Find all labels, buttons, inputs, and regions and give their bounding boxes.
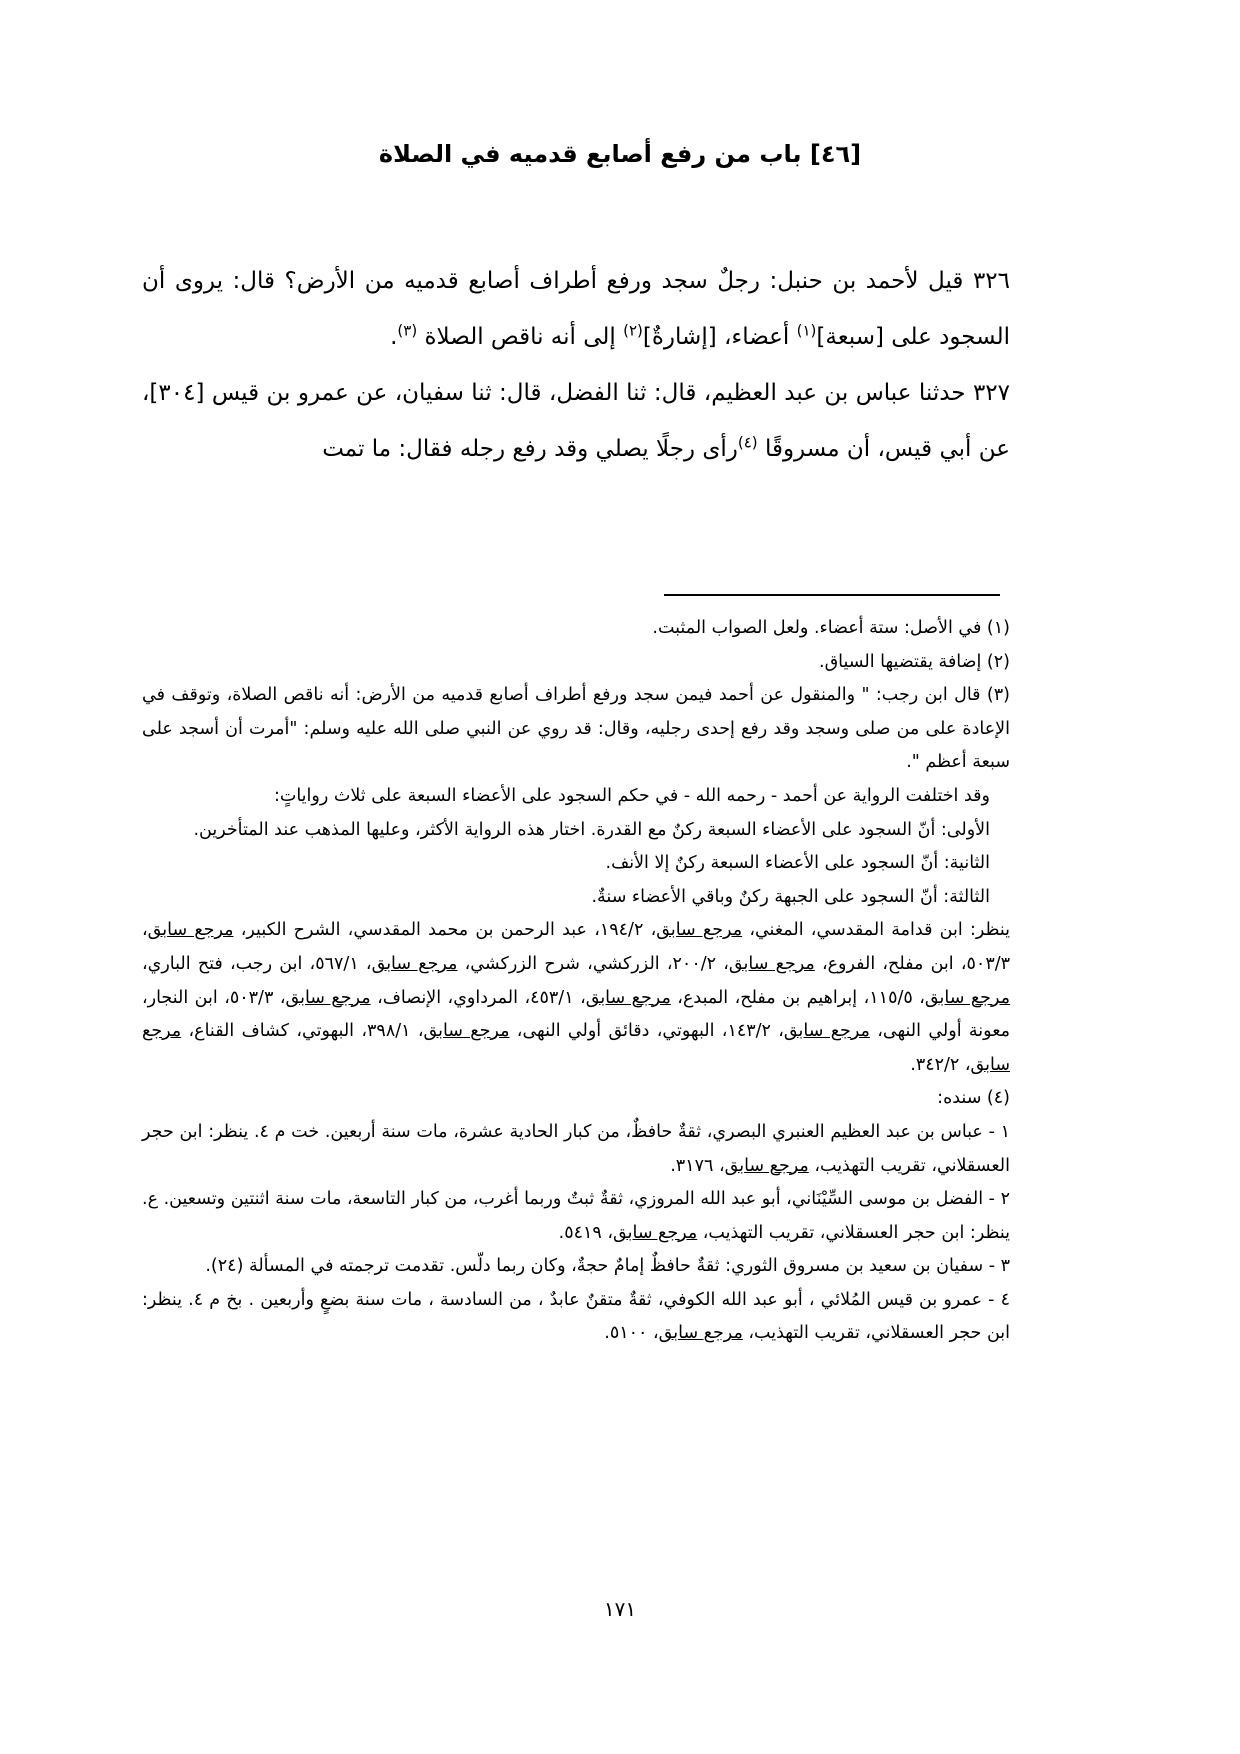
text-segment: إلى أنه ناقص الصلاة	[417, 324, 624, 350]
footnote-1: (١) في الأصل: ستة أعضاء. ولعل الصواب المثبت.	[652, 618, 1010, 638]
paragraph-326	[142, 253, 1010, 365]
ref-text: ، ٥٦٧/١، ابن رجب، فتح الباري،	[142, 953, 372, 974]
ref-link[interactable]: مرجع سابق	[656, 920, 743, 941]
ref-text: ، ٥٠٣/٣، ابن مفلح، الفروع،	[142, 920, 1011, 974]
ref-link[interactable]: مرجع سابق	[783, 1021, 870, 1042]
text-segment: ٣٢٦ قيل لأحمد بن حنبل: رجلٌ سجد ورفع أطراف أصابع قدميه من الأرض؟ قال: يروى أن السجود على [سبعة]	[142, 268, 1010, 350]
ref-text: ، ١٤٣/٢، البهوتي، دقائق أولي النهى،	[509, 1021, 784, 1042]
ref-text: ٤ - عمرو بن قيس المُلائي ، أبو عبد الله الكوفي، ثقةٌ متقنٌ عابدٌ ، من السادسة ، مات سنة بضعٍ وأربعين . بخ م ٤. ينظر: ابن حجر العسقلاني، تقريب التهذيب،	[142, 1289, 1010, 1344]
text-segment: أعضاء، [إشارةٌ]	[642, 324, 797, 350]
ref-link[interactable]: مرجع سابق	[285, 987, 371, 1008]
footnote-ref-4: (٤)	[737, 433, 758, 452]
footnote-4-item-4	[142, 1284, 1010, 1351]
ref-text: ، ٣٤٢/٢.	[910, 1054, 971, 1075]
footnotes	[142, 612, 1010, 1351]
page-number: ١٧١	[603, 1597, 637, 1621]
footnote-3-first: الأولى: أنّ السجود على الأعضاء السبعة ركنٌ مع القدرة. اختار هذه الرواية الأكثر، وعليها المذهب عند المتأخرين.	[193, 819, 990, 840]
ref-text: ، ٤٥٣/١، المرداوي، الإنصاف،	[370, 987, 586, 1008]
ref-text: ١ - عباس بن عبد العظيم العنبري البصري، ثقةٌ حافظٌ، من كبار الحادية عشرة، مات سنة أربعين. خت م ٤. ينظر: ابن حجر العسقلاني، تقريب التهذيب،	[142, 1121, 1010, 1176]
ref-text: ، ٣٩٨/١، البهوتي، كشاف القناع،	[181, 1021, 424, 1042]
footnote-3-second: الثانية: أنّ السجود على الأعضاء السبعة ركنٌ إلا الأنف.	[605, 853, 990, 874]
ref-link[interactable]: مرجع سابق	[613, 1222, 698, 1243]
ref-link[interactable]: مرجع سابق	[724, 1155, 809, 1176]
ref-link[interactable]: مرجع سابق	[371, 953, 458, 974]
ref-text: ٢ - الفضل بن موسى السِّيْنَاني، أبو عبد الله المروزي، ثقةٌ ثبتٌ وربما أغرب، من كبار التاسعة، مات سنة اثنتين وتسعين. ع. ينظر: ابن حجر العسقلاني، تقريب التهذيب،	[142, 1189, 1010, 1243]
footnote-3-references	[142, 914, 1010, 1082]
footnote-ref-1: (١)	[796, 321, 817, 340]
footnote-4-item-1	[142, 1116, 1010, 1183]
ref-text: ، ٥٠٣/٣، ابن النجار، معونة أولي النهى،	[142, 987, 1011, 1042]
footnote-4-item-3: ٣ - سفيان بن سعيد بن مسروق الثوري: ثقةٌ حافظٌ إمامٌ حجةٌ، وكان ربما دلّس. تقدمت ترجمته في المسألة (٢٤).	[205, 1256, 1010, 1277]
ref-link[interactable]: مرجع سابق	[147, 920, 234, 941]
paragraph-327	[142, 365, 1010, 477]
ref-link[interactable]: مرجع سابق	[658, 1323, 743, 1344]
footnote-2: (٢) إضافة يقتضيها السياق.	[819, 651, 1010, 672]
ref-link[interactable]: مرجع سابق	[423, 1021, 510, 1042]
ref-text: ، ١١٥/٥، إبراهيم بن مفلح، المبدع،	[670, 987, 925, 1008]
ref-text: ، ٥٤١٩.	[558, 1222, 614, 1243]
ref-text: ، ١٩٤/٢، عبد الرحمن بن محمد المقدسي، الشرح الكبير،	[233, 920, 657, 941]
footnote-ref-3: (٣)	[397, 321, 418, 340]
text-segment: .	[390, 324, 398, 350]
ref-link[interactable]: مرجع سابق	[585, 987, 671, 1008]
ref-text: ، ٥١٠٠.	[604, 1323, 659, 1344]
ref-link[interactable]: مرجع سابق	[728, 953, 815, 974]
ref-text: ، ٣١٧٦.	[670, 1155, 725, 1176]
chapter-title: [٤٦] باب من رفع أصابع قدميه في الصلاة	[378, 140, 862, 168]
footnote-3: (٣) قال ابن رجب: " والمنقول عن أحمد فيمن سجد ورفع أطراف أصابع قدميه من الأرض: أنه ناقص الصلاة، وتوقف في الإعادة على من صلى وسجد وقد رفع إحدى رجليه، وقال: قد روي عن النبي صلى الله عليه وسلم: "أمرت أن أسجد على سبعة أعظم ".	[142, 685, 1010, 773]
ref-link[interactable]: مرجع سابق	[142, 1021, 1010, 1075]
footnote-separator	[664, 594, 1000, 596]
ref-text: ينظر: ابن قدامة المقدسي، المغني،	[742, 920, 1011, 941]
text-segment: رأى رجلًا يصلي وقد رفع رجله فقال: ما تمت	[322, 436, 738, 462]
footnote-3-third: الثالثة: أنّ السجود على الجبهة ركنٌ وباقي الأعضاء سنةٌ.	[591, 886, 990, 907]
footnote-3-intro: وقد اختلفت الرواية عن أحمد - رحمه الله - في حكم السجود على الأعضاء السبعة على ثلاث رواياتٍ:	[273, 785, 990, 806]
footnote-4-item-2	[142, 1183, 1010, 1250]
footnote-4-head: (٤) سنده:	[937, 1088, 1010, 1109]
ref-link[interactable]: مرجع سابق	[924, 987, 1011, 1008]
ref-text: ، ٢٠٠/٢، الزركشي، شرح الزركشي،	[457, 953, 729, 974]
main-text	[142, 253, 1010, 477]
footnote-ref-2: (٢)	[623, 321, 643, 340]
text-segment: ٣٢٧ حدثنا عباس بن عبد العظيم، قال: ثنا الفضل، قال: ثنا سفيان، عن عمرو بن قيس [٣٠٤]، عن أبي قيس، أن مسروقًا	[142, 380, 1010, 462]
